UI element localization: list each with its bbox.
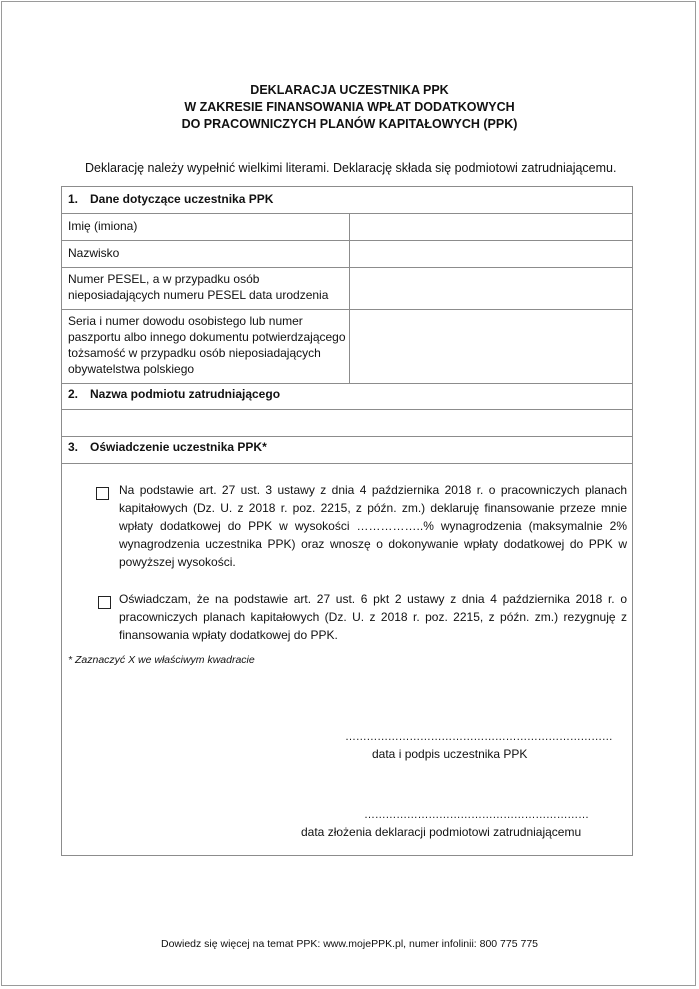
footer-info: Dowiedz się więcej na temat PPK: www.mojePPK.pl, numer infolinii: 800 775 775: [160, 938, 539, 950]
id-document-label: Seria i numer dowodu osobistego lub numer paszportu albo innego dokumentu potwierdzającego tożsamość w przypadku osób nieposiadających obywatelstwa polskiego: [68, 314, 346, 376]
intro-text: Deklarację należy wypełnić wielkimi literami. Deklarację składa się podmiotowi zatrudniającemu.: [85, 161, 617, 175]
row-divider: [62, 383, 632, 384]
section-number: 3.: [68, 440, 79, 454]
section-title: Nazwa podmiotu zatrudniającego: [90, 387, 281, 401]
section-title: Oświadczenie uczestnika PPK*: [90, 440, 267, 454]
section-number: 2.: [68, 387, 79, 401]
row-divider: [62, 463, 632, 464]
resignation-statement: Oświadczam, że na podstawie art. 27 ust. 6 pkt 2 ustawy z dnia 4 października 2018 r. o pracowniczych planach kapitałowych (Dz. U. z 2018 r. poz. 2215, z późn. zm.) rezygnuję z finansowania wpłaty dodatkowej do PPK.: [119, 592, 627, 642]
signature-label: data i podpis uczestnika PPK: [372, 747, 528, 761]
form-title-line-2: W ZAKRESIE FINANSOWANIA WPŁAT DODATKOWYCH: [184, 100, 515, 114]
first-name-field[interactable]: [351, 214, 631, 239]
surname-label: Nazwisko: [68, 246, 120, 260]
pesel-field[interactable]: [351, 268, 631, 308]
column-divider: [349, 213, 350, 383]
employer-name-field[interactable]: [64, 410, 630, 435]
form-title-line-3: DO PRACOWNICZYCH PLANÓW KAPITAŁOWYCH (PPK): [181, 117, 518, 131]
section-title: Dane dotyczące uczestnika PPK: [90, 192, 274, 206]
checkbox-note: * Zaznaczyć X we właściwym kwadracie: [68, 654, 255, 666]
first-name-label: Imię (imiona): [68, 219, 138, 233]
resignation-checkbox[interactable]: [98, 596, 111, 609]
form-title-line-1: DEKLARACJA UCZESTNIKA PPK: [250, 83, 449, 97]
additional-contribution-statement: Na podstawie art. 27 ust. 3 ustawy z dnia 4 października 2018 r. o pracowniczych planach kapitałowych (Dz. U. z 2018 r. poz. 2215, z późn. zm.) deklaruję finansowanie przeze mnie wpłaty dodatkowej do PPK w wysokości ……………..% wynagrodzenia (maksymalnie 2% wynagrodzenia uczestnika PPK) oraz wnoszę o dokonywanie wpłaty dodatkowej do PPK w powyższej wysokości.: [119, 483, 627, 569]
signature-line[interactable]: …………………………………………………………………: [345, 731, 613, 743]
id-document-field[interactable]: [351, 310, 631, 382]
row-divider: [62, 436, 632, 437]
section-3-heading: [68, 440, 267, 454]
additional-contribution-checkbox[interactable]: [96, 487, 109, 500]
submission-date-label: data złożenia deklaracji podmiotowi zatrudniającemu: [301, 825, 582, 839]
pesel-label: Numer PESEL, a w przypadku osób nieposiadających numeru PESEL data urodzenia: [68, 272, 329, 302]
section-1-heading: [68, 192, 273, 206]
section-2-heading: [68, 387, 280, 401]
surname-field[interactable]: [351, 241, 631, 266]
section-number: 1.: [68, 192, 79, 206]
submission-date-line[interactable]: ………………………………………………………: [364, 809, 589, 821]
declaration-form: [61, 186, 633, 856]
